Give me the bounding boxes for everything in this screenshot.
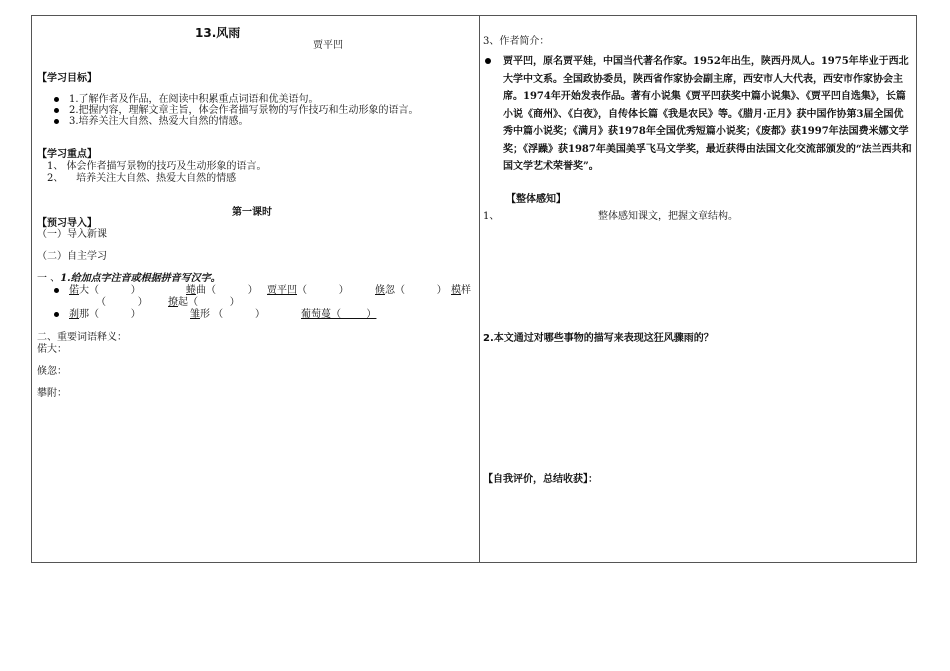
bullet-icon <box>54 97 59 102</box>
pinyin-item: 模样 <box>451 285 471 296</box>
self-study-label: （二）自主学习 <box>37 251 107 262</box>
pinyin-item: 刹那（ ） <box>69 309 141 320</box>
author-intro-heading: 3、作者简介： <box>483 36 550 47</box>
pinyin-row <box>54 285 69 297</box>
bullet-icon <box>54 119 59 124</box>
focus-item: 1、 体会作者描写景物的技巧及生动形象的语言。 <box>47 161 267 172</box>
pinyin-row <box>54 309 69 321</box>
pinyin-item: 贾平凹（ ） <box>267 285 349 296</box>
author-bio <box>485 53 913 176</box>
intro-label: （一）导入新课 <box>37 229 107 240</box>
pinyin-item: 蜷曲（ ） <box>186 285 258 296</box>
question-1: 整体感知课文，把握文章结构。 <box>598 211 738 222</box>
pinyin-item: 偌大（ ） <box>69 285 141 296</box>
overall-heading: 【整体感知】 <box>506 194 566 205</box>
lesson-period: 第一课时 <box>232 207 272 218</box>
pinyin-item: 葡萄蔓（ ） <box>301 309 377 320</box>
bullet-icon <box>54 288 59 293</box>
exercise-heading: 一 、1.给加点字注音或根据拼音写汉字。 <box>37 273 221 284</box>
bullet-icon <box>54 108 59 113</box>
bullet-icon <box>485 58 491 64</box>
author-bio-text: 贾平凹，原名贾平娃，中国当代著名作家。1952年出生，陕西丹凤人。1975年毕业于西北大学中文系。全国政协委员，陕西省作家协会副主席，西安市人大代表，西安市作家协会主席。1974年开始发表作品。著有小说集《贾平凹获奖中篇小说集》、《贾平凹自选集》，长篇小说《商州》、《白夜》，自传体长篇《我是农民》等。《腊月·正月》获中国作协第3届全国优秀中篇小说奖；《满月》获1978年全国优秀短篇小说奖；《废都》获1997年法国费米娜文学奖；《浮躁》获1987年美国美孚飞马文学奖，最近获得由法国文化交流部颁发的“法兰西共和国文学艺术荣誉奖”。 <box>503 56 912 172</box>
pinyin-item: 撩起（ ） <box>168 297 240 308</box>
focus-item: 2、 培养关注大自然、热爱大自然的情感 <box>47 173 237 184</box>
lesson-title: 13.风雨 <box>195 26 241 40</box>
goal-item: 1.了解作者及作品，在阅读中积累重点词语和优美语句。 <box>54 94 319 106</box>
goal-item: 3.培养关注大自然、热爱大自然的情感。 <box>54 116 249 128</box>
author-name: 贾平凹 <box>313 40 343 51</box>
vocab-item: 偌大： <box>37 344 67 355</box>
vocab-item: 倏忽： <box>37 366 67 377</box>
preview-heading: 【预习导入】 <box>37 218 97 229</box>
column-divider <box>479 16 480 562</box>
bullet-icon <box>54 312 59 317</box>
vocab-item: 攀附： <box>37 388 67 399</box>
vocab-heading: 二、重要词语释义： <box>37 332 127 343</box>
question-2: 2.本文通过对哪些事物的描写来表现这狂风骤雨的？ <box>483 333 714 344</box>
pinyin-item: （ ） <box>96 297 148 308</box>
pinyin-item: 雏形 （ ） <box>190 309 265 320</box>
learning-focus-heading: 【学习重点】 <box>37 149 97 160</box>
learning-goals-heading: 【学习目标】 <box>37 73 97 84</box>
goal-item: 2.把握内容，理解文章主旨，体会作者描写景物的写作技巧和生动形象的语言。 <box>54 105 419 117</box>
pinyin-item: 倏忽（ ） <box>375 285 447 296</box>
self-evaluation-heading: 【自我评价，总结收获】： <box>483 474 598 485</box>
question-number: 1、 <box>483 211 500 222</box>
